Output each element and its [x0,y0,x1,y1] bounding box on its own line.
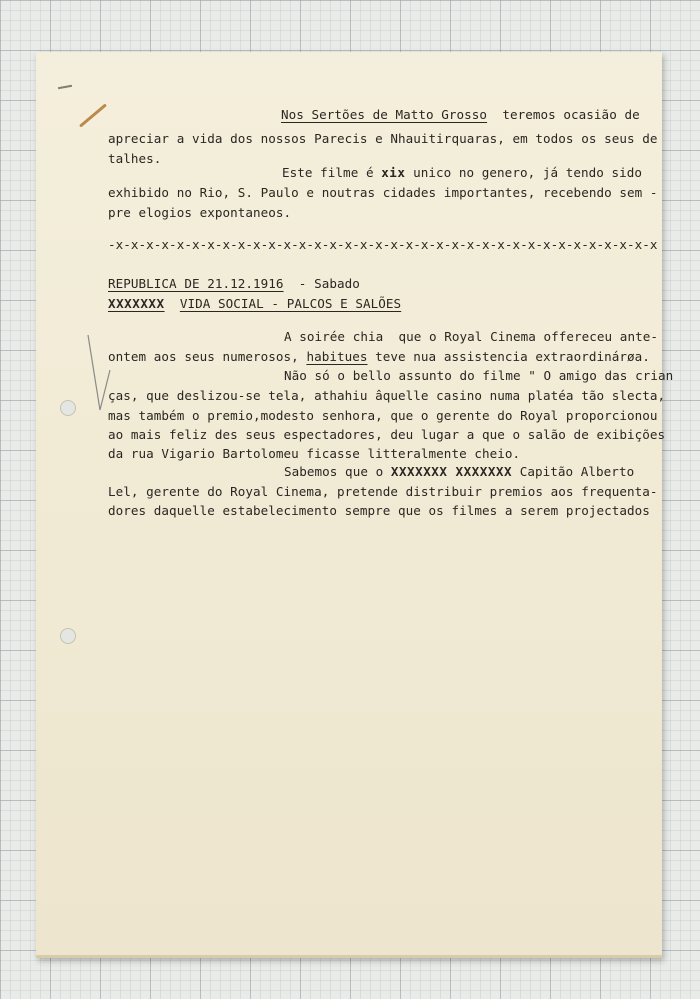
struck-out-text: XXXXXXX XXXXXXX [390,464,513,479]
paragraph-3-line-5: mas também o premio,modesto senhora, que o gerente do Royal proporcionou [108,408,658,423]
pencil-check-mark [84,330,114,420]
struck-out-text: xix [381,165,406,180]
underlined-word: habitues [306,349,368,364]
punch-hole [60,400,76,416]
staple-mark [58,85,72,89]
paragraph-4-line-1 [284,464,634,479]
paragraph-1-line-1 [281,107,640,122]
text-segment: teve nua assistencia extraordinárøa. [367,349,650,364]
struck-out-text: XXXXXXX [108,296,165,311]
text-segment: Capitão Alberto [512,464,635,479]
paragraph-4-line-2: Lel, gerente do Royal Cinema, pretende distribuir premios aos frequenta- [108,484,658,499]
source-date: REPUBLICA DE 21.12.1916 [108,276,284,291]
paragraph-3-line-3: Não só o bello assunto do filme " O amigo das crian [284,368,674,383]
paragraph-2-line-1 [282,165,642,180]
staple [79,103,107,127]
paragraph-2-line-2: exhibido no Rio, S. Paulo e noutras cidades importantes, recebendo sem - [108,185,658,200]
typed-page [36,52,674,958]
paragraph-3-line-7: da rua Vigario Bartolomeu ficasse litteralmente cheio. [108,446,521,461]
paragraph-1-line-2: apreciar a vida dos nossos Parecis e Nhauitirquaras, em todos os seus de [108,131,658,146]
paragraph-3-line-2 [108,349,650,364]
text-segment: ontem aos seus numerosos, [108,349,307,364]
punch-hole [60,628,76,644]
text-segment: Sabemos que o [284,464,391,479]
source-header [108,276,360,291]
paragraph-1-line-3: talhes. [108,151,162,166]
weekday: - Sabado [283,276,360,291]
paragraph-3-line-1: A soirée chia que o Royal Cinema offereceu ante- [284,329,658,344]
text-segment: unico no genero, já tendo sido [405,165,643,180]
film-title-underlined: Nos Sertões de Matto Grosso [281,107,488,122]
paragraph-3-line-6: ao mais feliz des seus espectadores, deu lugar a que o salão de exibições [108,427,666,442]
paragraph-2-line-3: pre elogios expontaneos. [108,205,292,220]
separator-line: -x-x-x-x-x-x-x-x-x-x-x-x-x-x-x-x-x-x-x-x-x-x-x-x-x-x-x-x-x-x-x-x-x-x-x-x [108,237,658,252]
section-header [108,296,401,311]
text-segment: teremos ocasião de [487,107,640,122]
section-title: VIDA SOCIAL - PALCOS E SALÕES [179,296,402,311]
paragraph-3-line-4: ças, que deslizou-se tela, athahiu âquelle casino numa platéa tão slecta, [108,388,666,403]
paragraph-4-line-3: dores daquelle estabelecimento sempre que os filmes a serem projectados [108,503,650,518]
text-segment: Este filme é [282,165,382,180]
